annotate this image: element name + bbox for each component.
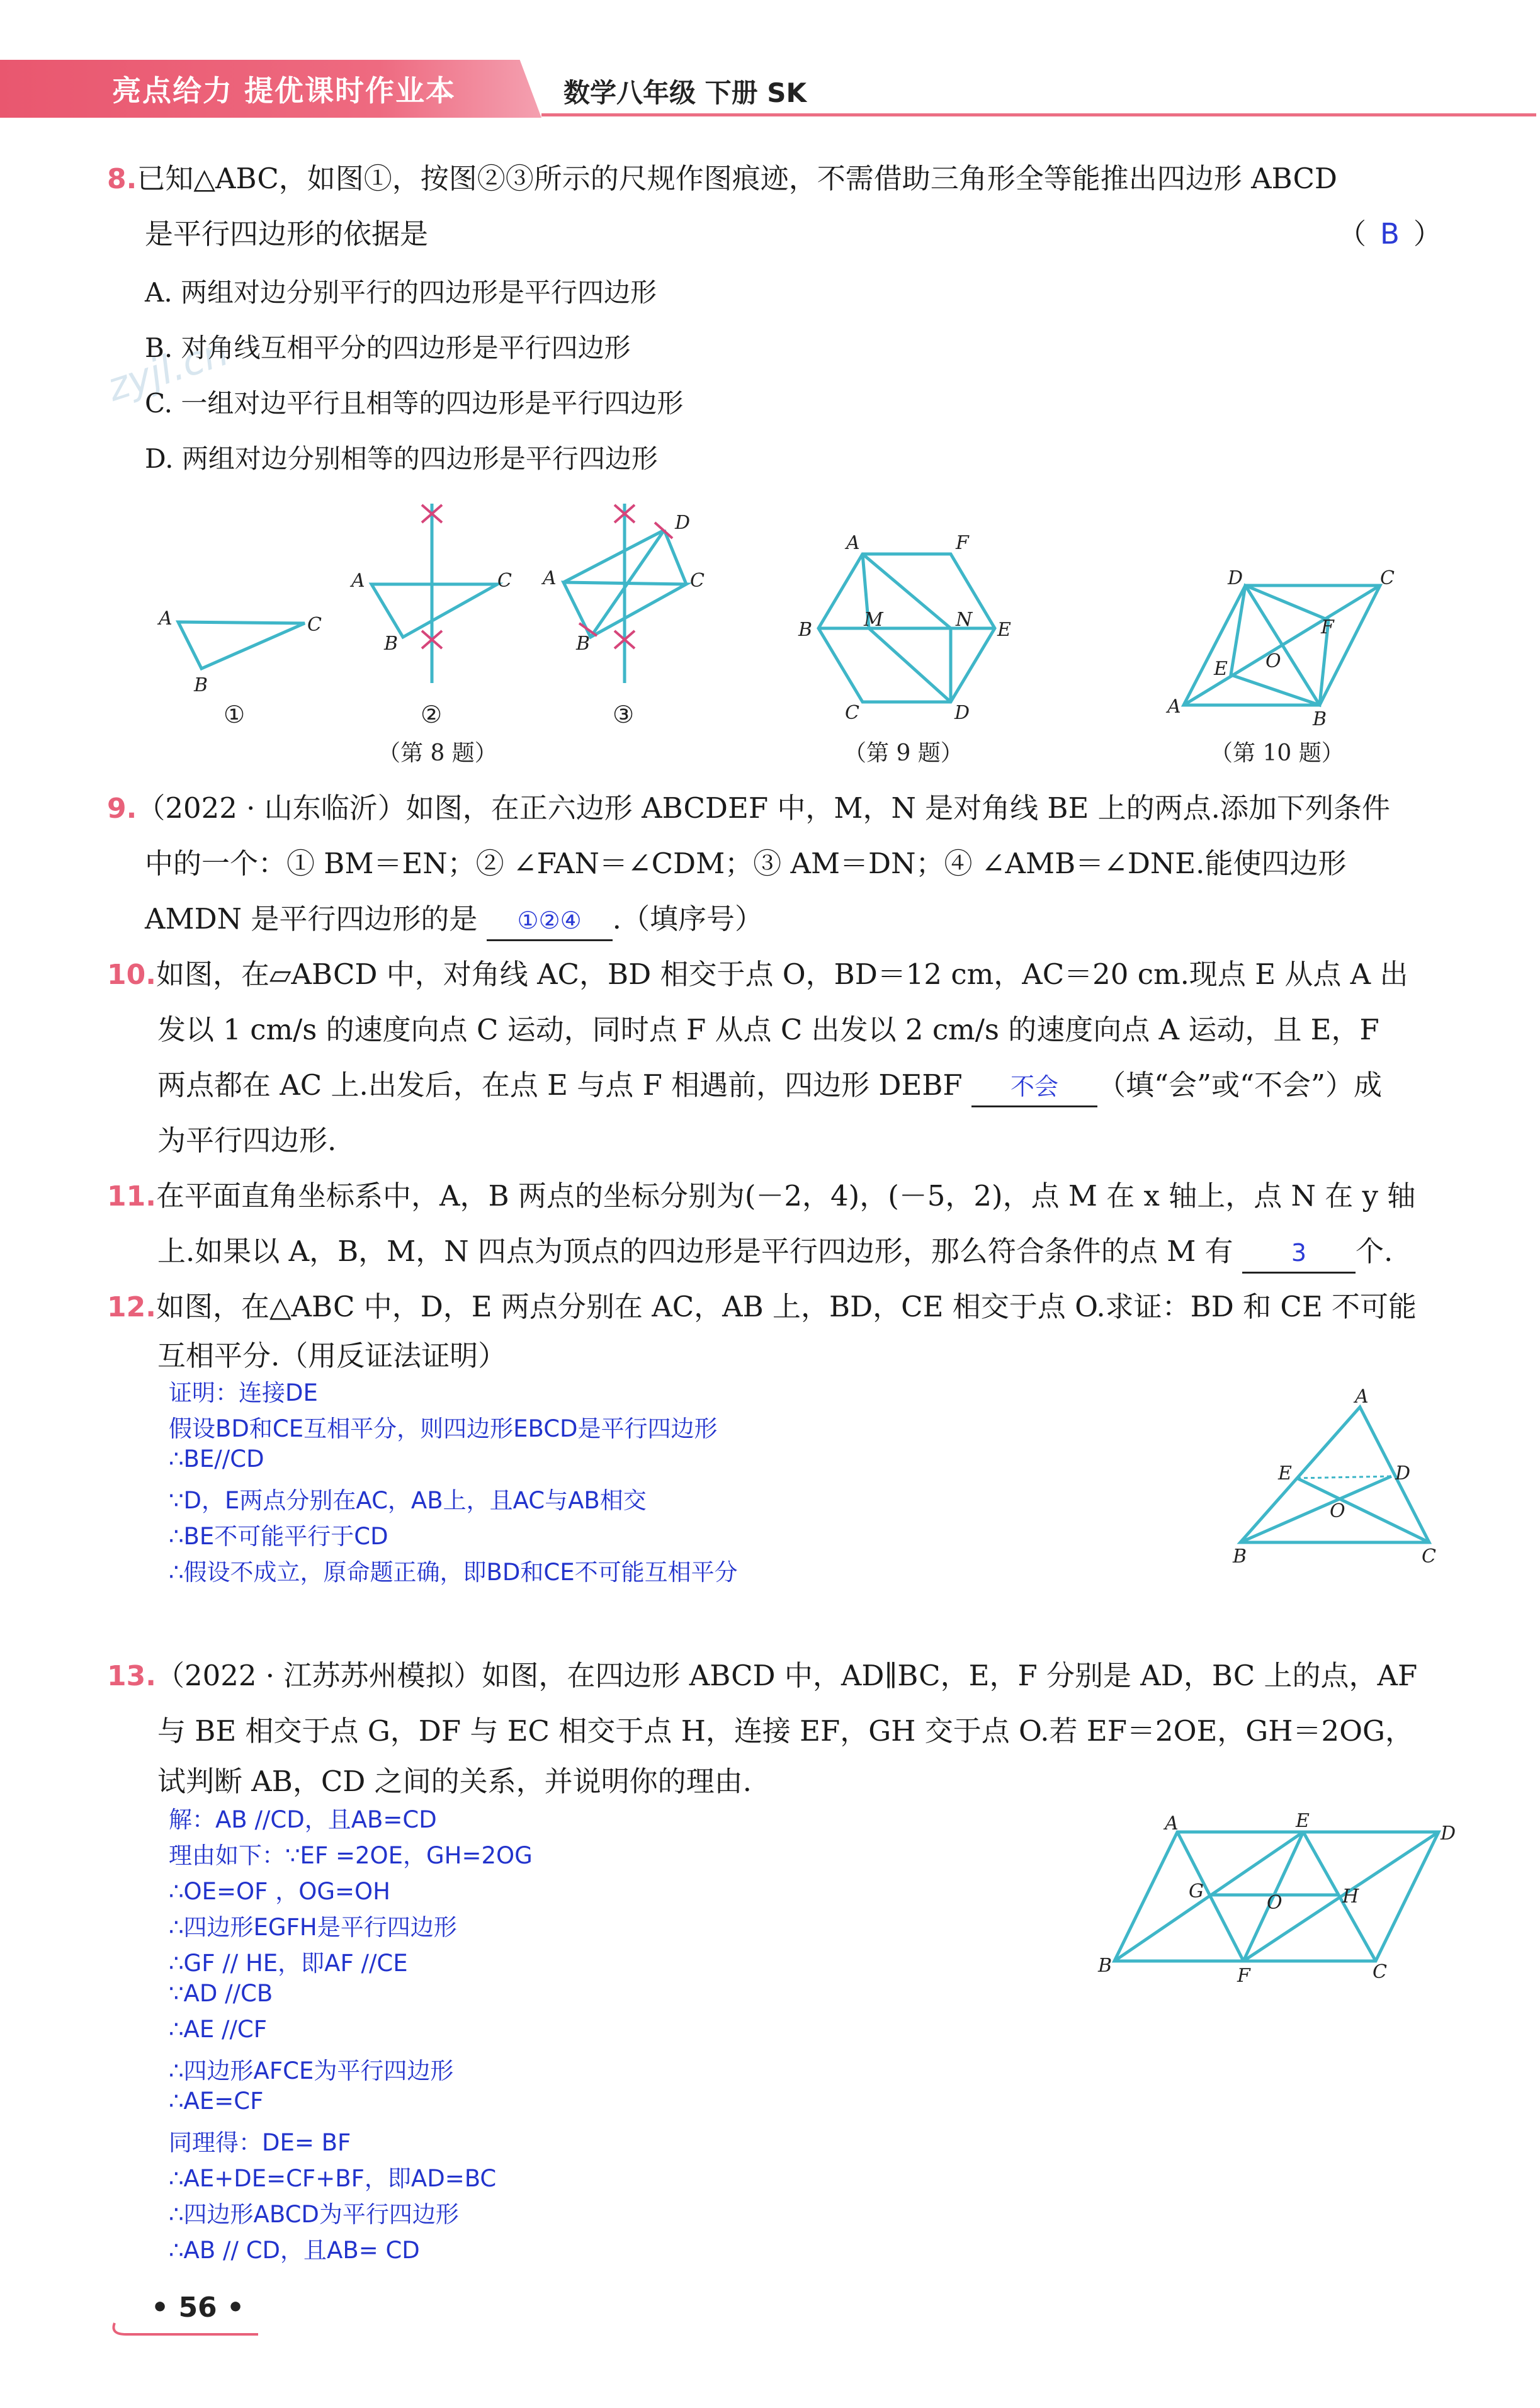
label-g: G — [1189, 1880, 1204, 1902]
label-a: A — [846, 532, 860, 554]
q10-line4: 为平行四边形. — [157, 1124, 337, 1157]
bracket-open: （ — [1338, 217, 1367, 251]
label-e: E — [997, 619, 1011, 641]
header-subtitle: 数学八年级 下册 SK — [563, 77, 807, 108]
q8-answer: B — [1380, 217, 1400, 251]
label-f: F — [1321, 616, 1334, 638]
label-c: C — [1380, 567, 1395, 589]
label-d: D — [675, 512, 691, 534]
q8-option-d: D. 两组对边分别相等的四边形是平行四边形 — [145, 443, 658, 474]
solution-line: ∴OE=OF ，OG=OH — [169, 1878, 390, 1905]
label-c: C — [845, 702, 859, 724]
q10-text3: 两点都在 AC 上.出发后，在点 E 与点 F 相遇前，四边形 DEBF — [157, 1068, 963, 1102]
solution-line: ∴AB // CD，且AB= CD — [169, 2237, 420, 2264]
solution-line: ∴GF // HE，即AF //CE — [169, 1950, 408, 1977]
q11-text2: 上.如果以 A，B，M，N 四点为顶点的四边形是平行四边形，那么符合条件的点 M 有 — [157, 1235, 1233, 1268]
q8-line1 — [107, 151, 1337, 207]
q10-text1: 如图，在▱ABCD 中，对角线 AC，BD 相交于点 O，BD＝12 cm，AC＝20 cm.现点 E 从点 A 出 — [156, 958, 1408, 991]
q13-number: 13. — [107, 1660, 156, 1692]
label-e: E — [1278, 1462, 1292, 1484]
q13-line2: 与 BE 相交于点 G，DF 与 EC 相交于点 H，连接 EF，GH 交于点 O.若 EF＝2OE，GH＝2OG， — [157, 1714, 1413, 1748]
q10-answer: 不会 — [971, 1068, 1097, 1107]
label-c: C — [690, 570, 705, 592]
solution-line: 同理得：DE= BF — [169, 2129, 351, 2156]
caption-q9: （第 9 题） — [844, 740, 963, 766]
q9-text1: （2022 · 山东临沂）如图，在正六边形 ABCDEF 中，M，N 是对角线 BE 上的两点.添加下列条件 — [137, 791, 1390, 825]
label-a: A — [1165, 1812, 1179, 1834]
label-b: B — [194, 674, 208, 696]
q9-text3: AMDN 是平行四边形的是 — [145, 902, 478, 936]
q8-option-b: B. 对角线互相平分的四边形是平行四边形 — [145, 332, 631, 363]
q11-number: 11. — [107, 1180, 156, 1212]
solution-line: ∵AD //CB — [169, 1980, 273, 2007]
q12-text1: 如图，在△ABC 中，D，E 两点分别在 AC，AB 上，BD，CE 相交于点 O.求证：BD 和 CE 不可能 — [156, 1290, 1417, 1323]
q13-solution — [169, 1800, 533, 2267]
solution-line: ∴四边形ABCD为平行四边形 — [169, 2201, 459, 2228]
label-h: H — [1342, 1885, 1359, 1908]
label-c: C — [1422, 1546, 1436, 1568]
caption-q10: （第 10 题） — [1210, 740, 1344, 766]
label-o: O — [1330, 1500, 1345, 1522]
q11-line2 — [157, 1224, 1393, 1279]
q13-line1 — [107, 1648, 1417, 1704]
q13-figure — [1096, 1807, 1456, 1987]
caption-q8: （第 8 题） — [378, 740, 497, 766]
label-a: A — [351, 570, 365, 592]
q10-figure — [1165, 567, 1395, 766]
q12-proof — [169, 1374, 738, 1589]
q8-figure-2 — [349, 504, 512, 728]
q11-text2b: 个. — [1355, 1235, 1393, 1268]
header-rule — [541, 113, 1536, 116]
fig3-label: ③ — [613, 701, 635, 728]
label-b: B — [576, 633, 591, 655]
q12-line1 — [107, 1279, 1417, 1335]
q10-number: 10. — [107, 959, 156, 991]
q8-figure-1 — [157, 608, 322, 728]
label-d: D — [1441, 1823, 1456, 1845]
q13-line3: 试判断 AB，CD 之间的关系，并说明你的理由. — [157, 1765, 752, 1798]
label-d: D — [1395, 1462, 1411, 1484]
fig2-label: ② — [421, 701, 443, 728]
label-a: A — [1167, 696, 1181, 718]
solution-line: 理由如下：∵EF =2OE，GH=2OG — [169, 1842, 533, 1869]
label-b: B — [798, 619, 813, 641]
figures-row — [0, 491, 1540, 793]
q10-text3b: （填“会”或“不会”）成 — [1097, 1068, 1382, 1102]
q9-line1 — [107, 781, 1390, 837]
solution-line: ∴四边形EGFH是平行四边形 — [169, 1914, 457, 1941]
proof-line: 假设BD和CE互相平分，则四边形EBCD是平行四边形 — [169, 1415, 718, 1442]
proof-line: ∵D，E两点分别在AC，AB上，且AC与AB相交 — [169, 1487, 647, 1514]
proof-line: ∴BE//CD — [169, 1445, 264, 1472]
proof-line: ∴假设不成立，原命题正确，即BD和CE不可能互相平分 — [169, 1559, 738, 1586]
q9-figure — [798, 532, 1011, 766]
label-n: N — [956, 609, 973, 631]
solution-line: 解：AB //CD，且AB=CD — [169, 1806, 437, 1833]
label-c: C — [307, 614, 322, 636]
proof-line: 证明：连接DE — [169, 1379, 318, 1406]
q10-line2: 发以 1 cm/s 的速度向点 C 运动，同时点 F 从点 C 出发以 2 cm/s 的速度向点 A 运动，且 E，F — [157, 1013, 1379, 1046]
label-f: F — [956, 532, 969, 554]
q9-line2: 中的一个：① BM＝EN；② ∠FAN＝∠CDM；③ AM＝DN；④ ∠AMB＝∠DNE.能使四边形 — [145, 847, 1347, 880]
q8-text1: 已知△ABC，如图①，按图②③所示的尺规作图痕迹，不需借助三角形全等能推出四边形 ABCD — [137, 162, 1338, 195]
solution-line: ∴AE+DE=CF+BF，即AD=BC — [169, 2165, 497, 2192]
label-f: F — [1237, 1965, 1250, 1987]
label-b: B — [384, 633, 399, 655]
label-a: A — [1355, 1386, 1369, 1408]
q8-option-a: A. 两组对边分别平行的四边形是平行四边形 — [145, 277, 657, 308]
solution-line: ∴AE //CF — [169, 2016, 268, 2043]
q12-number: 12. — [107, 1291, 156, 1323]
q12-line2: 互相平分.（用反证法证明） — [157, 1339, 507, 1372]
label-e: E — [1214, 658, 1228, 680]
label-d: D — [1228, 567, 1243, 589]
label-b: B — [1233, 1546, 1247, 1568]
label-b: B — [1098, 1955, 1113, 1977]
q10-line3 — [157, 1058, 1382, 1113]
q9-text3b: .（填序号） — [612, 902, 763, 936]
q8-answer-bracket — [1338, 206, 1442, 262]
q8-option-c: C. 一组对边平行且相等的四边形是平行四边形 — [145, 388, 684, 419]
q9-number: 9. — [107, 793, 137, 825]
q10-line1 — [107, 947, 1408, 1003]
solution-line: ∴AE=CF — [169, 2088, 264, 2115]
proof-line: ∴BE不可能平行于CD — [169, 1523, 388, 1550]
q9-answer: ①②④ — [487, 902, 613, 941]
q8-line2: 是平行四边形的依据是 — [145, 217, 429, 251]
q13-text1: （2022 · 江苏苏州模拟）如图，在四边形 ABCD 中，AD∥BC，E，F 分别是 AD，BC 上的点，AF — [156, 1659, 1418, 1692]
q12-figure — [1221, 1385, 1448, 1574]
label-o: O — [1265, 650, 1281, 672]
label-a: A — [543, 567, 557, 589]
label-c: C — [1373, 1961, 1387, 1983]
q8-number: 8. — [107, 163, 137, 195]
label-e: E — [1296, 1810, 1310, 1832]
q11-answer: 3 — [1242, 1234, 1356, 1274]
label-d: D — [954, 702, 970, 724]
label-b: B — [1313, 708, 1327, 730]
q11-line1 — [107, 1168, 1415, 1224]
fig1-label: ① — [224, 701, 246, 728]
label-m: M — [864, 609, 883, 631]
watermark: zyjl.cn — [101, 328, 234, 410]
q9-line3 — [145, 891, 763, 947]
label-a: A — [159, 608, 173, 630]
page-number: • 56 • — [151, 2292, 245, 2324]
q11-text1: 在平面直角坐标系中，A，B 两点的坐标分别为(－2，4)，(－5，2)，点 M 在 x 轴上，点 N 在 y 轴 — [156, 1179, 1416, 1212]
bracket-close: ） — [1413, 217, 1442, 251]
label-o: O — [1267, 1892, 1282, 1914]
solution-line: ∴四边形AFCE为平行四边形 — [169, 2057, 454, 2084]
label-c: C — [497, 570, 512, 592]
header-title: 亮点给力 提优课时作业本 — [112, 74, 456, 108]
